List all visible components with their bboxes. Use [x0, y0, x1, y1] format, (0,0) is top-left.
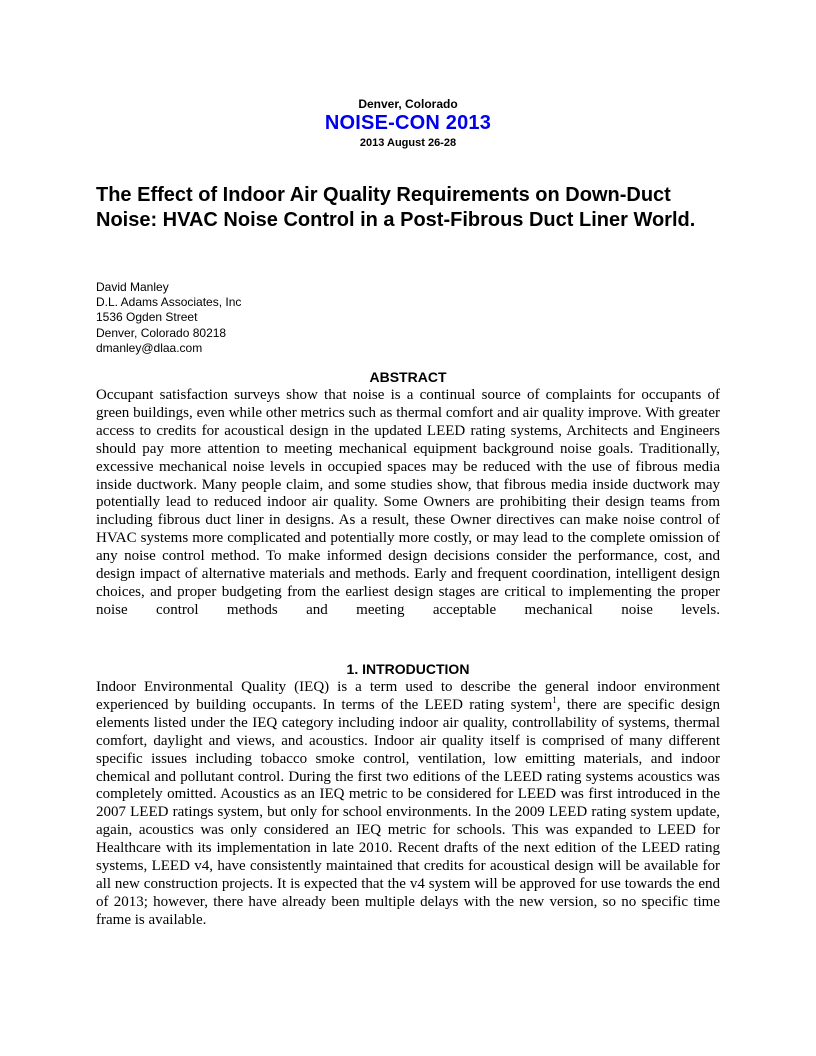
- paper-title: The Effect of Indoor Air Quality Requirements on Down-Duct Noise: HVAC Noise Control in a Post-Fibrous Duct Liner World.: [96, 184, 696, 231]
- author-street: 1536 Ogden Street: [96, 310, 198, 325]
- author-city: Denver, Colorado 80218: [96, 325, 227, 340]
- introduction-text-part2: , there are specific design elements listed under the IEQ category including indoor air quality, controllability of systems, thermal comfort, daylight and views, and acoustics. Indoor air quality itself is comprised of many different specific issues including tobacco smoke control, ventilation, low emitting materials, and indoor chemical and pollutant control. During the first two editions of the LEED rating systems acoustics was completely omitted. Acoustics as an IEQ metric to be considered for LEED was first introduced in the 2007 LEED ratings system, but only for school environments. In the 2009 LEED rating system update, again, acoustics was only considered an IEQ metric for schools. This was expanded to LEED for Healthcare with its implementation in late 2010. Recent drafts of the next edition of the LEED rating systems, LEED v4, have consistently maintained that credits for acoustical design will be available for all new construction projects. It is expected that the v4 system will be approved for use towards the end of 2013; however, there have already been multiple delays with the new version, so no specific time frame is available.: [96, 696, 720, 928]
- conference-location: Denver, Colorado: [358, 97, 458, 111]
- abstract-text: Occupant satisfaction surveys show that noise is a continual source of complaints for occupants of green buildings, even while other metrics such as thermal comfort and air quality improve. With greater access to credits for acoustical design in the updated LEED rating systems, Architects and Engineers should pay more attention to meeting mechanical equipment background noise goals. Traditionally, excessive mechanical noise levels in occupied spaces may be reduced with the use of fibrous media inside ductwork. Many people claim, and some studies show, that fibrous media inside ductwork may potentially lead to reduced indoor air quality. Some Owners are prohibiting their design teams from including fibrous duct liner in designs. As a result, these Owner directives can make noise control of HVAC systems more complicated and potentially more costly, or may lead to the complete omission of any noise control method. To make informed design decisions consider the performance, cost, and design impact of alternative materials and methods. Early and frequent coordination, intelligent design choices, and proper budgeting from the earliest design stages are critical to implementing the proper noise control methods and meeting acceptable mechanical noise levels.: [96, 387, 720, 618]
- conference-name: NOISE-CON 2013: [324, 112, 492, 134]
- footnote-reference[interactable]: 1: [552, 694, 557, 705]
- abstract-heading: ABSTRACT: [369, 369, 447, 385]
- introduction-text: [96, 679, 720, 930]
- conference-dates: 2013 August 26-28: [359, 137, 457, 149]
- author-email[interactable]: dmanley@dlaa.com: [96, 340, 203, 355]
- author-name: David Manley: [96, 280, 169, 294]
- introduction-text-part1: Indoor Environmental Quality (IEQ) is a term used to describe the general indoor environment experienced by building occupants. In terms of the LEED rating system: [96, 679, 720, 713]
- introduction-heading: 1. INTRODUCTION: [346, 661, 470, 677]
- author-organization: D.L. Adams Associates, Inc: [96, 295, 242, 310]
- author-block: [96, 280, 241, 356]
